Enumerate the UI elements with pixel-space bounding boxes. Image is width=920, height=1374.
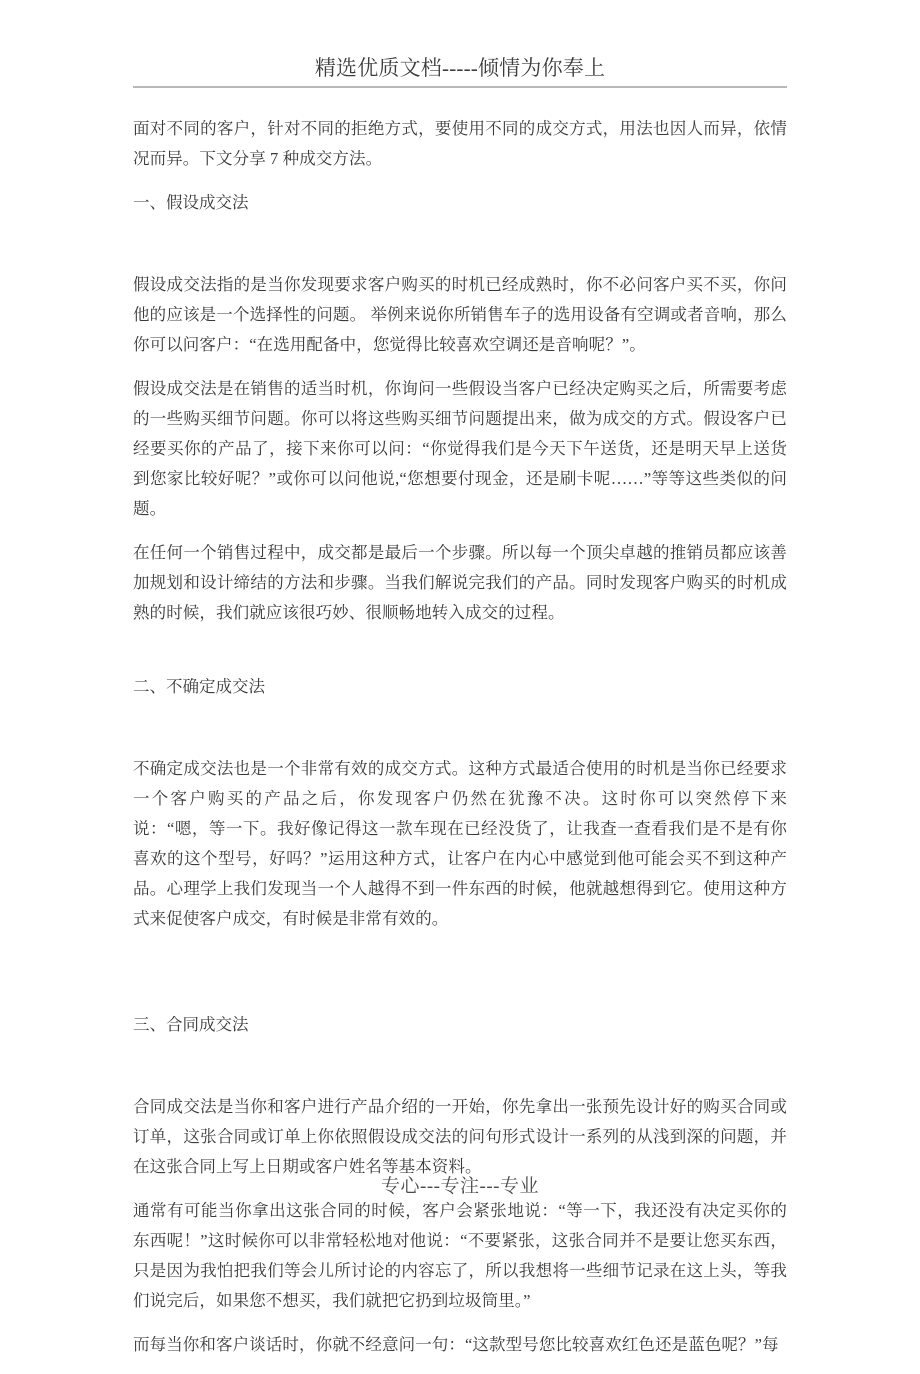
section-heading-1: 一、假设成交法 (133, 193, 249, 213)
header-divider (133, 86, 787, 88)
section-1-paragraph-1: 假设成交法指的是当你发现要求客户购买的时机已经成熟时，你不必问客户买不买，你问他的应该是一个选择性的问题。 举例来说你所销售车子的选用设备有空调或者音响，那么你可以问客户：“在选用配备中，您觉得比较喜欢空调还是音响呢？”。 (133, 275, 787, 355)
heading-spacer-3 (133, 1040, 787, 1092)
pre-heading-spacer-3 (133, 948, 787, 1010)
section-2-paragraph-1: 不确定成交法也是一个非常有效的成交方式。这种方式最适合使用的时机是当你已经要求一个客户购买的产品之后，你发现客户仍然在犹豫不决。这时你可以突然停下来说：“嗯，等一下。我好像记得这一款车现在已经没货了，让我查一查看我们是不是有你喜欢的这个型号，好吗？”运用这种方式，让客户在内心中感觉到他可能会买不到这种产品。心理学上我们发现当一个人越得不到一件东西的时候，他就越想得到它。使用这种方式来促使客户成交，有时候是非常有效的。 (133, 759, 787, 929)
section-heading-2: 二、不确定成交法 (133, 677, 265, 697)
heading-spacer-2 (133, 702, 787, 754)
document-footer (0, 1176, 920, 1199)
document-content-column (133, 0, 787, 1374)
document-body (133, 96, 787, 1360)
section-1-paragraph-2: 假设成交法是在销售的适当时机，你询问一些假设当客户已经决定购买之后，所需要考虑的一些购买细节问题。你可以将这些购买细节问题提出来，做为成交的方式。假设客户已经要买你的产品了，接下来你可以问：“你觉得我们是今天下午送货，还是明天早上送货到您家比较好呢？”或你可以问他说,“您想要付现金，还是刷卡呢……”等等这些类似的问题。 (133, 379, 787, 519)
section-3-paragraph-2: 通常有可能当你拿出这张合同的时候，客户会紧张地说：“等一下，我还没有决定买你的东西呢！”这时候你可以非常轻松地对他说：“不要紧张，这张合同并不是要让您买东西，只是因为我怕把我们等会儿所讨论的内容忘了，所以我想将一些细节记录在这上头，等我们说完后，如果您不想买，我们就把它扔到垃圾筒里。” (133, 1201, 787, 1311)
section-heading-3: 三、合同成交法 (133, 1015, 249, 1035)
section-3-paragraph-3: 而每当你和客户谈话时，你就不经意问一句：“这款型号您比较喜欢红色还是蓝色呢？”每 (133, 1335, 779, 1355)
pre-heading-spacer-2 (133, 642, 787, 672)
intro-paragraph: 面对不同的客户，针对不同的拒绝方式，要使用不同的成交方式，用法也因人而异，依情况而异。下文分享 7 种成交方法。 (133, 119, 787, 169)
section-1-paragraph-3: 在任何一个销售过程中，成交都是最后一个步骤。所以每一个顶尖卓越的推销员都应该善加规划和设计缔结的方法和步骤。当我们解说完我们的产品。同时发现客户购买的时机成熟的时候，我们就应该很巧妙、很顺畅地转入成交的过程。 (133, 543, 787, 623)
footer-text: 专心---专注---专业 (381, 1176, 539, 1197)
header-title: 精选优质文档-----倾情为你奉上 (314, 56, 606, 80)
section-3-paragraph-1: 合同成交法是当你和客户进行产品介绍的一开始，你先拿出一张预先设计好的购买合同或订单，这张合同或订单上你依照假设成交法的问句形式设计一系列的从浅到深的问题，并在这张合同上写上日期或客户姓名等基本资料。 (133, 1097, 787, 1177)
heading-spacer-1 (133, 218, 787, 270)
document-header (133, 0, 787, 88)
